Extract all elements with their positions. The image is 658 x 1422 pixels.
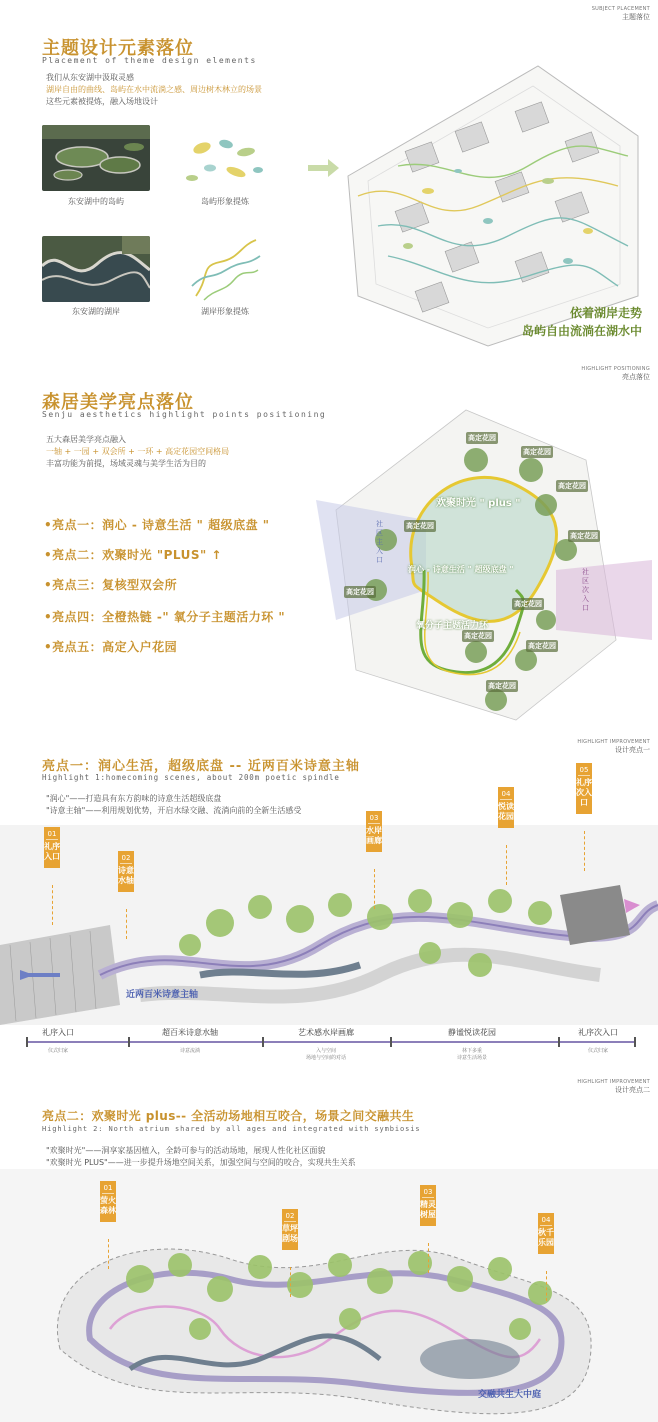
garden-label: 高定花园 [488,682,516,690]
highlight-item-1: •亮点一：润心 - 诗意生活 " 超级底盘 " [44,518,270,532]
intro-line-1: "欢聚时光"——洞享家基因植入，全龄可参与的活动场地，展现人性化社区面貌 [46,1146,326,1155]
segment-tick [390,1037,392,1047]
panel-highlight-one [0,735,658,1077]
spindle-label: 润心 - 诗意生活 " 超级底盘 " [408,565,514,574]
tag-leader [374,869,375,909]
secondary-entrance-label: 社区次入口 [582,568,589,612]
intro-line-3: 丰富功能为前提，场域灵魂与美学生活为目的 [46,459,206,468]
intro-line-1: "润心"——打造具有东方韵味的诗意生活超级底盘 [46,794,222,803]
segment-sub: 入与空间 场地与空间的对话 [305,1048,346,1061]
segment-sub: 林下多重 诗意生活场景 [456,1048,487,1061]
segment-sub: 仪式归家 [47,1048,68,1054]
garden-label: 高定花园 [406,522,434,530]
caption-lake-shore: 东安湖的湖岸 [72,307,120,316]
segment-label-reading-garden: 静谧悦读花园 [412,1027,532,1038]
panel-highlight-positioning [0,360,658,735]
right-arrow-icon [308,158,340,182]
page-title: 森居美学亮点落位 [42,392,194,413]
page-subtitle: Highlight 1:homecoming scenes, about 200m poetic spindle [42,773,340,782]
segment-sub: 仪式归家 [587,1048,608,1054]
main-entrance-label: 社区主入口 [376,520,383,564]
tag-swing-park: 04 秋千乐园 [538,1213,554,1254]
tag-elf-treehouse: 03 精灵树屋 [420,1185,436,1226]
tag-leader [506,845,507,885]
intro-line-2: 一轴 + 一园 + 双会所 + 一环 + 高定花园空间格局 [46,447,230,456]
tag-ceremonial-entrance: 01 礼序入口 [44,827,60,868]
intro-line-3: 这些元素被提炼，融入场地设计 [46,97,158,106]
corner-en: HIGHLIGHT IMPROVEMENT [577,1079,650,1085]
segment-tick [634,1037,636,1047]
segment-tick [128,1037,130,1047]
corner-cn: 设计亮点一 [615,746,650,754]
corner-label [577,1079,650,1095]
intro-line-2: "欢聚时光 PLUS"——进一步提升场地空间关系，加强空间与空间的咬合，实现共生关系 [46,1158,356,1167]
atrium-perspective-scene [0,1169,658,1422]
page-title: 主题设计元素落位 [42,38,194,59]
panel-theme-placement [0,0,658,360]
lake-island-photo [42,125,150,191]
spindle-perspective-scene [0,825,658,1025]
intro-line-1: 五大森居美学亮点融入 [46,435,126,444]
slogan-line-2: 岛屿自由流淌在湖水中 [521,324,642,338]
tag-leader [52,885,53,925]
ring-label: 氧分子主题活力环 [416,621,489,631]
tag-leader [584,831,585,871]
island-abstraction-graphic [180,130,270,190]
tag-leader [546,1271,547,1301]
page-subtitle: Highlight 2: North atrium shared by all ages and integrated with symbiosis [42,1125,421,1133]
garden-label: 高定花园 [346,588,374,596]
segment-label-gallery: 艺术感水岸画廊 [272,1027,380,1038]
panel-highlight-two [0,1077,658,1422]
corner-label [592,6,650,22]
intro-line-2: 湖岸自由的曲线、岛屿在水中流淌之感、周边树木林立的场景 [46,85,262,94]
page-title: 亮点一：润心生活，超级底盘 -- 近两百米诗意主轴 [42,759,360,774]
garden-label: 高定花园 [468,434,496,442]
site-plan-highlights [316,390,652,732]
highlight-item-3: •亮点三：复核型双会所 [44,578,178,592]
corner-en: SUBJECT PLACEMENT [591,6,650,12]
garden-label: 高定花园 [523,448,551,456]
plus-label: 欢聚时光 " plus " [436,498,521,509]
highlight-item-2: •亮点二：欢聚时光 "PLUS" ↑ [44,548,222,562]
corner-cn: 亮点落位 [622,373,650,381]
tag-lawn-theater: 02 草坪剧场 [282,1209,298,1250]
corner-label [581,366,650,382]
segment-tick [558,1037,560,1047]
tag-reading-garden: 04 悦读花园 [498,787,514,828]
segment-bar [26,1041,636,1043]
garden-label: 高定花园 [528,642,556,650]
garden-label: 高定花园 [570,532,598,540]
garden-label: 高定花园 [514,600,542,608]
intro-line-1: 我们从东安湖中汲取灵感 [46,73,134,82]
site-plan-theme [338,56,650,356]
garden-label: 高定花园 [464,632,492,640]
segment-sub: 诗意流淌 [179,1048,200,1054]
shore-abstraction-graphic [190,236,262,302]
caption-lake-islands: 东安湖中的岛屿 [68,197,124,206]
intro-line-2: "诗意主轴"——利用规划优势，开启水绿交融、流淌向前的全新生活感受 [46,806,302,815]
caption-shore-abstraction: 湖岸形象提炼 [201,307,249,316]
highlight-item-4: •亮点四：全橙热链 -" 氧分子主题活力环 " [44,610,286,624]
court-label: 交融共生大中庭 [478,1390,542,1400]
slogan-line-1: 依着湖岸走势 [569,306,642,320]
tag-leader [428,1243,429,1273]
tag-waterfront-gallery: 03 水岸画廊 [366,811,382,852]
tag-leader [126,909,127,939]
tag-firefly-forest: 01 萤火森林 [100,1181,116,1222]
tag-leader [108,1239,109,1269]
corner-cn: 设计亮点二 [615,1086,650,1094]
axis-label: 近两百米诗意主轴 [126,990,199,1000]
tag-secondary-entrance: 05 礼序次入口 [576,763,592,814]
highlight-item-5: •亮点五：高定入户花园 [44,640,178,654]
segment-tick [262,1037,264,1047]
segment-tick [26,1037,28,1047]
tag-poetic-water-axis: 02 诗意水轴 [118,851,134,892]
page-title: 亮点二：欢聚时光 plus-- 全活动场地相互咬合，场景之间交融共生 [42,1109,415,1123]
garden-label: 高定花园 [558,482,586,490]
segment-label-entrance: 礼序入口 [28,1027,88,1038]
page-subtitle: Senju aesthetics highlight points positioning [42,410,327,419]
segment-label-water-axis: 超百米诗意水轴 [140,1027,240,1038]
caption-island-abstraction: 岛屿形象提炼 [201,197,249,206]
site-plan-slogan [522,304,642,340]
segment-label-secondary-entrance: 礼序次入口 [562,1027,634,1038]
corner-label [577,739,650,755]
corner-en: HIGHLIGHT POSITIONING [581,366,650,372]
lake-shore-photo [42,236,150,302]
corner-en: HIGHLIGHT IMPROVEMENT [577,739,650,745]
page-subtitle: Placement of theme design elements [42,56,257,65]
tag-leader [290,1267,291,1297]
corner-cn: 主题落位 [622,13,650,21]
